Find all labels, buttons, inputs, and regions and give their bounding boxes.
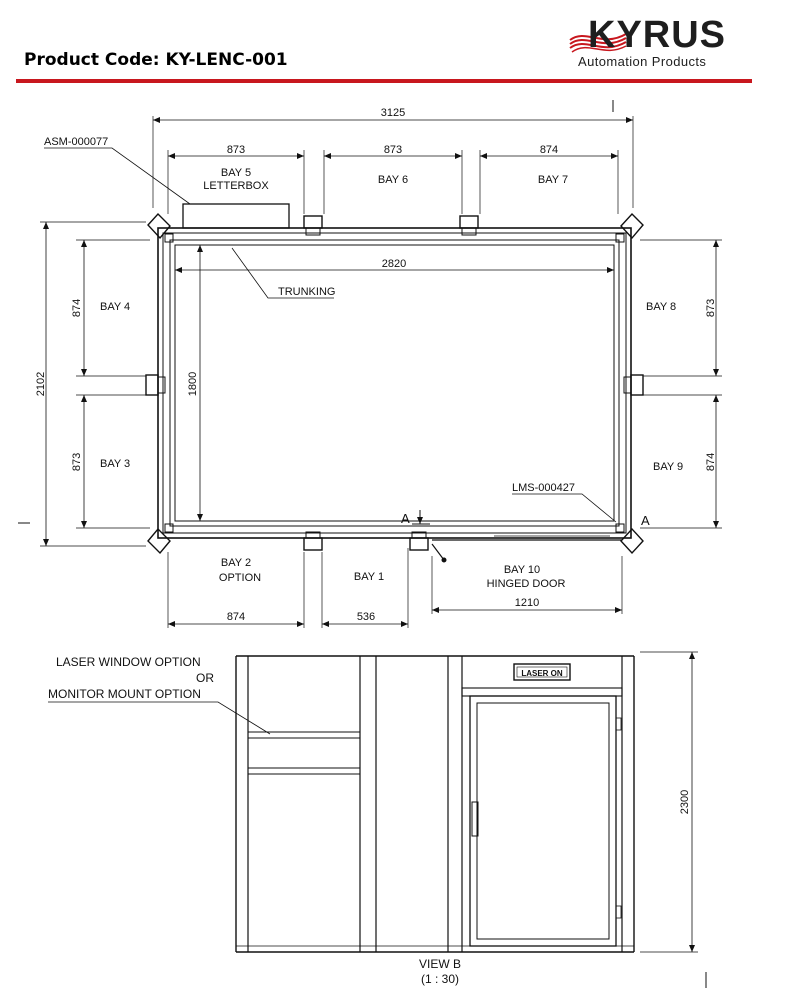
elevation-view <box>48 652 706 988</box>
brand-tagline: Automation Products <box>578 54 707 69</box>
bay2-sub-label: OPTION <box>218 572 262 584</box>
frame-inner-2 <box>175 245 614 521</box>
door-hinge-top <box>616 718 621 730</box>
bay9-label: BAY 9 <box>653 461 684 473</box>
view-scale: (1 : 30) <box>420 972 460 986</box>
dim-bay5-label: 873 <box>226 144 246 156</box>
door-hinge-bottom <box>616 906 621 918</box>
view-title: VIEW B <box>418 957 462 971</box>
bay5-label: BAY 5 <box>220 167 252 179</box>
dim-bay10-label: 1210 <box>514 597 540 609</box>
bay1-label: BAY 1 <box>353 571 385 583</box>
trunking-callout: TRUNKING <box>278 286 336 298</box>
product-code: Product Code: KY-LENC-001 <box>24 50 288 70</box>
hinged-door <box>470 696 616 946</box>
dim-bay1-label: 536 <box>356 611 376 623</box>
dim-bay2-label: 874 <box>226 611 246 623</box>
lms-leader <box>512 494 616 522</box>
dim-bay6-label: 873 <box>383 144 403 156</box>
laser-on-sign-text: LASER ON <box>521 669 563 678</box>
dim-bay8-label: 873 <box>705 298 717 318</box>
dim-overall-depth-label: 2102 <box>35 371 47 397</box>
option-label-line2: OR <box>196 671 214 685</box>
bay6-label: BAY 6 <box>377 174 409 186</box>
dim-bay4-label: 874 <box>71 298 83 318</box>
dim-inner-width-label: 2820 <box>381 258 407 270</box>
bay10-sub-label: HINGED DOOR <box>486 578 566 590</box>
dim-bay3-label: 873 <box>71 452 83 472</box>
plan-view <box>18 100 722 628</box>
section-a-right: A <box>641 513 650 528</box>
bay8-label: BAY 8 <box>646 301 677 313</box>
bay2-label: BAY 2 <box>220 557 252 569</box>
door-hinge <box>432 544 444 560</box>
letterbox <box>183 204 289 228</box>
dim-bay7-label: 874 <box>539 144 559 156</box>
dim-height-label: 2300 <box>679 789 691 815</box>
dim-inner-depth-label: 1800 <box>187 371 199 397</box>
section-a-left: A <box>401 511 410 526</box>
bay10-label: BAY 10 <box>503 564 541 576</box>
bay4-label: BAY 4 <box>100 301 131 313</box>
option-label-line1: LASER WINDOW OPTION <box>56 655 201 669</box>
dim-overall-width-label: 3125 <box>380 107 406 119</box>
option-label-line3: MONITOR MOUNT OPTION <box>48 687 201 701</box>
dim-bay9-label: 874 <box>705 452 717 472</box>
bay5-sub-label: LETTERBOX <box>203 180 269 192</box>
bay3-label: BAY 3 <box>100 458 131 470</box>
asm-callout: ASM-000077 <box>44 136 109 148</box>
bay7-label: BAY 7 <box>537 174 569 186</box>
lms-callout: LMS-000427 <box>512 482 575 494</box>
brand-name: KYRUS <box>588 14 727 56</box>
